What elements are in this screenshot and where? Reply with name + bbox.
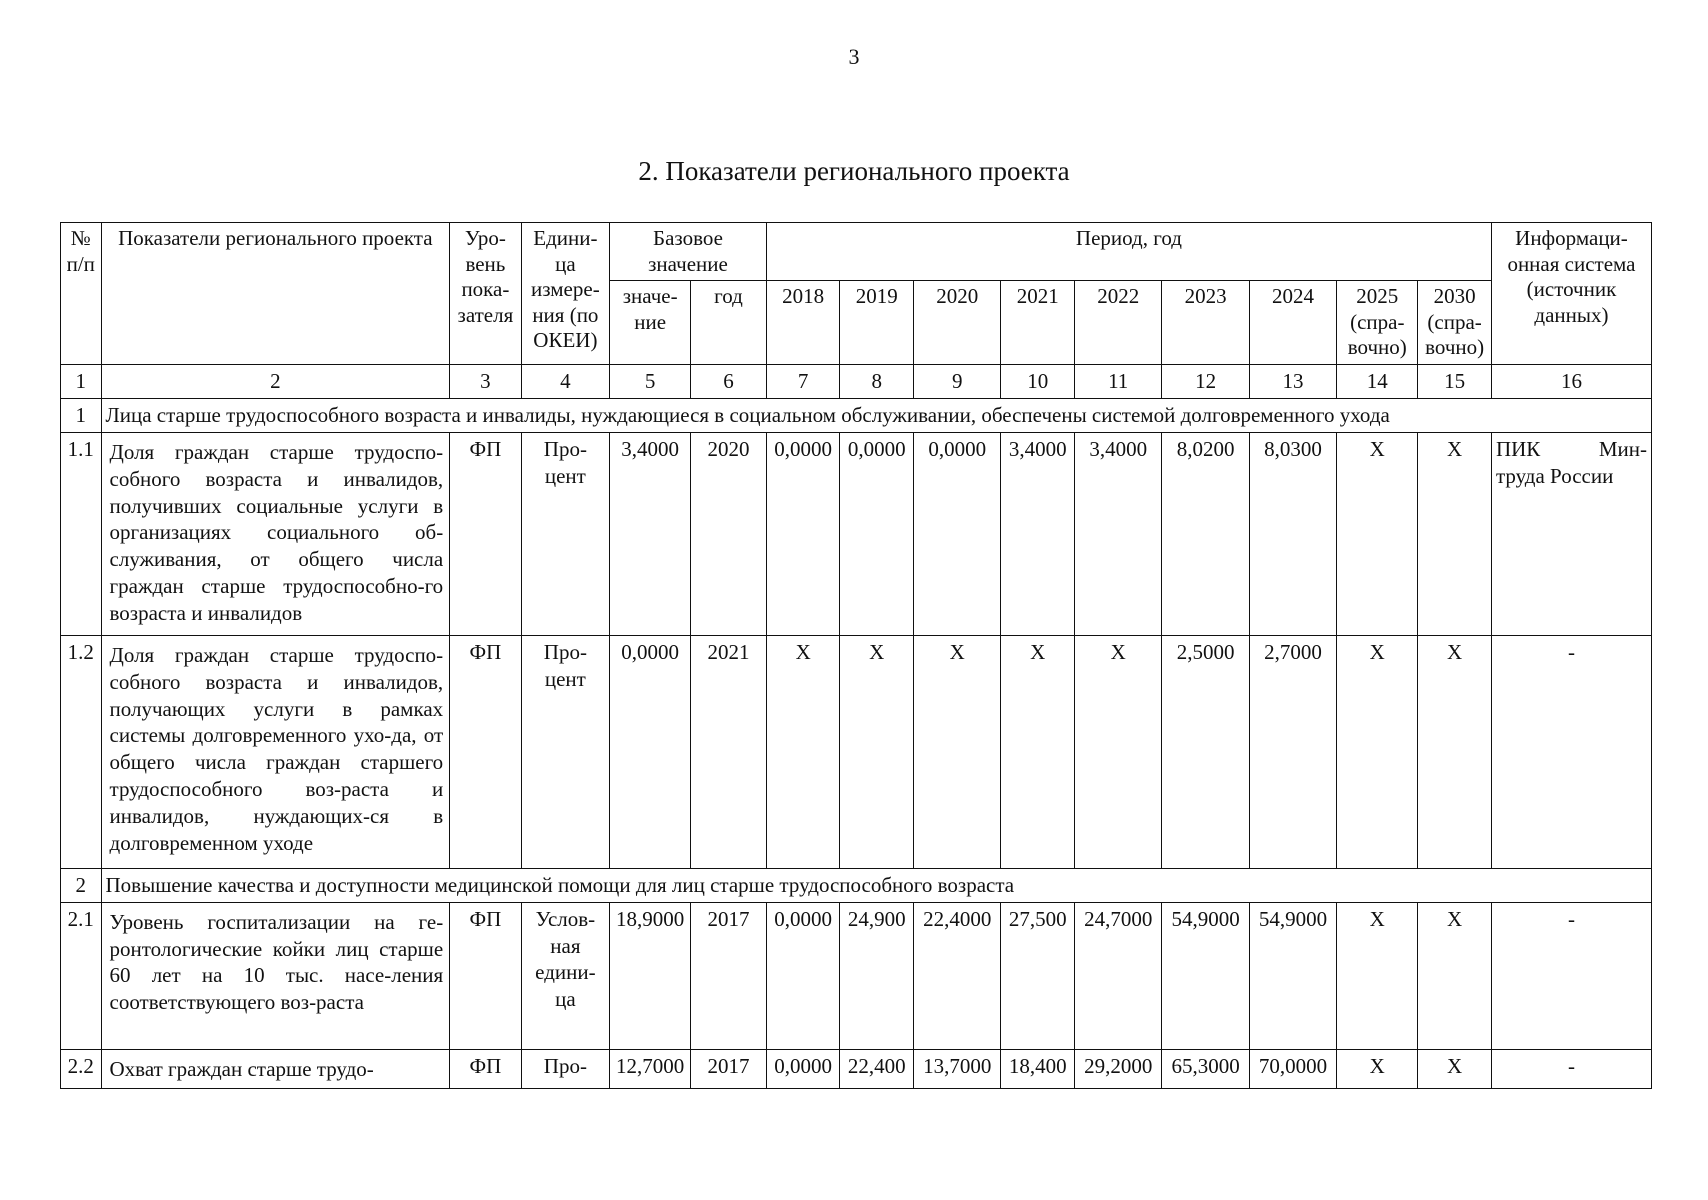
column-number: 4 bbox=[521, 365, 610, 399]
year-value: X bbox=[1074, 635, 1161, 868]
year-value: X bbox=[914, 635, 1001, 868]
year-value: X bbox=[1337, 432, 1418, 635]
info-source: - bbox=[1491, 635, 1651, 868]
info-source: - bbox=[1491, 1049, 1651, 1088]
year-value: 0,0000 bbox=[914, 432, 1001, 635]
indicator-name: Доля граждан старше трудоспо-собного возраста и инвалидов, получающих услуги в рамках системы долговременного ухо-да, от общего числа граждан старшего трудоспособного воз-раста и инвалидов, нуждающих-ся в долговременном уходе bbox=[101, 635, 450, 868]
header-row bbox=[61, 223, 1652, 281]
header-year: 2022 bbox=[1074, 281, 1161, 365]
table-row bbox=[61, 1049, 1652, 1088]
section-row bbox=[61, 868, 1652, 902]
year-value: X bbox=[1337, 1049, 1418, 1088]
year-value: 22,400 bbox=[840, 1049, 914, 1088]
year-value: 18,400 bbox=[1001, 1049, 1075, 1088]
header-year: 2021 bbox=[1001, 281, 1075, 365]
row-number: 2.1 bbox=[61, 902, 102, 1049]
year-value: 24,7000 bbox=[1074, 902, 1161, 1049]
header-period: Период, год bbox=[766, 223, 1491, 281]
base-year: 2020 bbox=[691, 432, 767, 635]
indicator-unit: Про-цент bbox=[521, 635, 610, 868]
year-value: 27,500 bbox=[1001, 902, 1075, 1049]
base-year: 2017 bbox=[691, 902, 767, 1049]
header-year: 2030 (спра-вочно) bbox=[1418, 281, 1492, 365]
section-title: Лица старше трудоспособного возраста и инвалиды, нуждающиеся в социальном обслуживании, обеспечены системой долговременного ухода bbox=[101, 398, 1651, 432]
row-number: 1.1 bbox=[61, 432, 102, 635]
year-value: X bbox=[1418, 432, 1492, 635]
base-year: 2021 bbox=[691, 635, 767, 868]
indicator-level: ФП bbox=[450, 635, 521, 868]
section-title: Повышение качества и доступности медицинской помощи для лиц старше трудоспособного возраста bbox=[101, 868, 1651, 902]
row-number: 2.2 bbox=[61, 1049, 102, 1088]
year-value: 8,0300 bbox=[1249, 432, 1336, 635]
indicator-name: Уровень госпитализации на ге-ронтологические койки лиц старше 60 лет на 10 тыс. насе-ления соответствующего воз-раста bbox=[101, 902, 450, 1049]
base-year: 2017 bbox=[691, 1049, 767, 1088]
header-year: 2025 (спра-вочно) bbox=[1337, 281, 1418, 365]
column-number: 9 bbox=[914, 365, 1001, 399]
year-value: X bbox=[1337, 635, 1418, 868]
header-base: Базовое значение bbox=[610, 223, 767, 281]
table-row bbox=[61, 432, 1652, 635]
year-value: X bbox=[1418, 1049, 1492, 1088]
header-base-year: год bbox=[691, 281, 767, 365]
column-number: 14 bbox=[1337, 365, 1418, 399]
column-number: 8 bbox=[840, 365, 914, 399]
table-row bbox=[61, 635, 1652, 868]
column-number: 13 bbox=[1249, 365, 1336, 399]
year-value: 0,0000 bbox=[766, 1049, 840, 1088]
info-source bbox=[1491, 432, 1651, 635]
year-value: 0,0000 bbox=[766, 902, 840, 1049]
base-value: 3,4000 bbox=[610, 432, 691, 635]
indicator-unit: Услов-ная едини-ца bbox=[521, 902, 610, 1049]
column-number: 10 bbox=[1001, 365, 1075, 399]
indicator-unit: Про-цент bbox=[521, 432, 610, 635]
row-number: 1.2 bbox=[61, 635, 102, 868]
info-source: - bbox=[1491, 902, 1651, 1049]
year-value: X bbox=[1418, 635, 1492, 868]
header-year: 2023 bbox=[1162, 281, 1249, 365]
indicators-table bbox=[60, 222, 1652, 1089]
year-value: 24,900 bbox=[840, 902, 914, 1049]
column-number: 16 bbox=[1491, 365, 1651, 399]
info-source-right: Мин- bbox=[1598, 436, 1647, 461]
column-number: 3 bbox=[450, 365, 521, 399]
column-number: 6 bbox=[691, 365, 767, 399]
header-year: 2024 bbox=[1249, 281, 1336, 365]
year-value: 22,4000 bbox=[914, 902, 1001, 1049]
base-value: 18,9000 bbox=[610, 902, 691, 1049]
year-value: 70,0000 bbox=[1249, 1049, 1336, 1088]
year-value: 0,0000 bbox=[766, 432, 840, 635]
year-value: X bbox=[1337, 902, 1418, 1049]
year-value: X bbox=[1418, 902, 1492, 1049]
indicator-name: Охват граждан старше трудо- bbox=[101, 1049, 450, 1088]
section-row bbox=[61, 398, 1652, 432]
column-number: 1 bbox=[61, 365, 102, 399]
column-numbers-row bbox=[61, 365, 1652, 399]
indicator-level: ФП bbox=[450, 1049, 521, 1088]
year-value: 54,9000 bbox=[1162, 902, 1249, 1049]
indicator-level: ФП bbox=[450, 902, 521, 1049]
year-value: 8,0200 bbox=[1162, 432, 1249, 635]
indicator-level: ФП bbox=[450, 432, 521, 635]
info-source-left: ПИК bbox=[1495, 436, 1541, 461]
year-value: 2,7000 bbox=[1249, 635, 1336, 868]
column-number: 12 bbox=[1162, 365, 1249, 399]
header-info-system: Информаци-онная система (источник данных) bbox=[1491, 223, 1651, 365]
column-number: 11 bbox=[1074, 365, 1161, 399]
year-value: X bbox=[1001, 635, 1075, 868]
year-value: 54,9000 bbox=[1249, 902, 1336, 1049]
header-year: 2020 bbox=[914, 281, 1001, 365]
section-number: 1 bbox=[61, 398, 102, 432]
page-title: 2. Показатели регионального проекта bbox=[638, 156, 1070, 186]
header-level: Уро-вень пока-зателя bbox=[450, 223, 521, 365]
indicator-unit: Про- bbox=[521, 1049, 610, 1088]
year-value: 3,4000 bbox=[1074, 432, 1161, 635]
table-row bbox=[61, 902, 1652, 1049]
header-num: № п/п bbox=[61, 223, 102, 365]
year-value: X bbox=[766, 635, 840, 868]
column-number: 7 bbox=[766, 365, 840, 399]
year-value: 3,4000 bbox=[1001, 432, 1075, 635]
year-value: X bbox=[840, 635, 914, 868]
year-value: 29,2000 bbox=[1074, 1049, 1161, 1088]
column-number: 15 bbox=[1418, 365, 1492, 399]
info-source-rest: труда России bbox=[1495, 463, 1614, 488]
header-indicators: Показатели регионального проекта bbox=[101, 223, 450, 365]
header-year: 2019 bbox=[840, 281, 914, 365]
header-base-value: значе-ние bbox=[610, 281, 691, 365]
year-value: 2,5000 bbox=[1162, 635, 1249, 868]
section-number: 2 bbox=[61, 868, 102, 902]
page-number: 3 bbox=[848, 44, 860, 69]
header-year: 2018 bbox=[766, 281, 840, 365]
column-number: 2 bbox=[101, 365, 450, 399]
year-value: 65,3000 bbox=[1162, 1049, 1249, 1088]
indicator-name: Доля граждан старше трудоспо-собного возраста и инвалидов, получивших социальные услуги в организациях социального об-служивания, от общего числа граждан старше трудоспособно-го возраста и инвалидов bbox=[101, 432, 450, 635]
base-value: 0,0000 bbox=[610, 635, 691, 868]
base-value: 12,7000 bbox=[610, 1049, 691, 1088]
column-number: 5 bbox=[610, 365, 691, 399]
header-unit: Едини-ца измере-ния (по ОКЕИ) bbox=[521, 223, 610, 365]
year-value: 0,0000 bbox=[840, 432, 914, 635]
year-value: 13,7000 bbox=[914, 1049, 1001, 1088]
